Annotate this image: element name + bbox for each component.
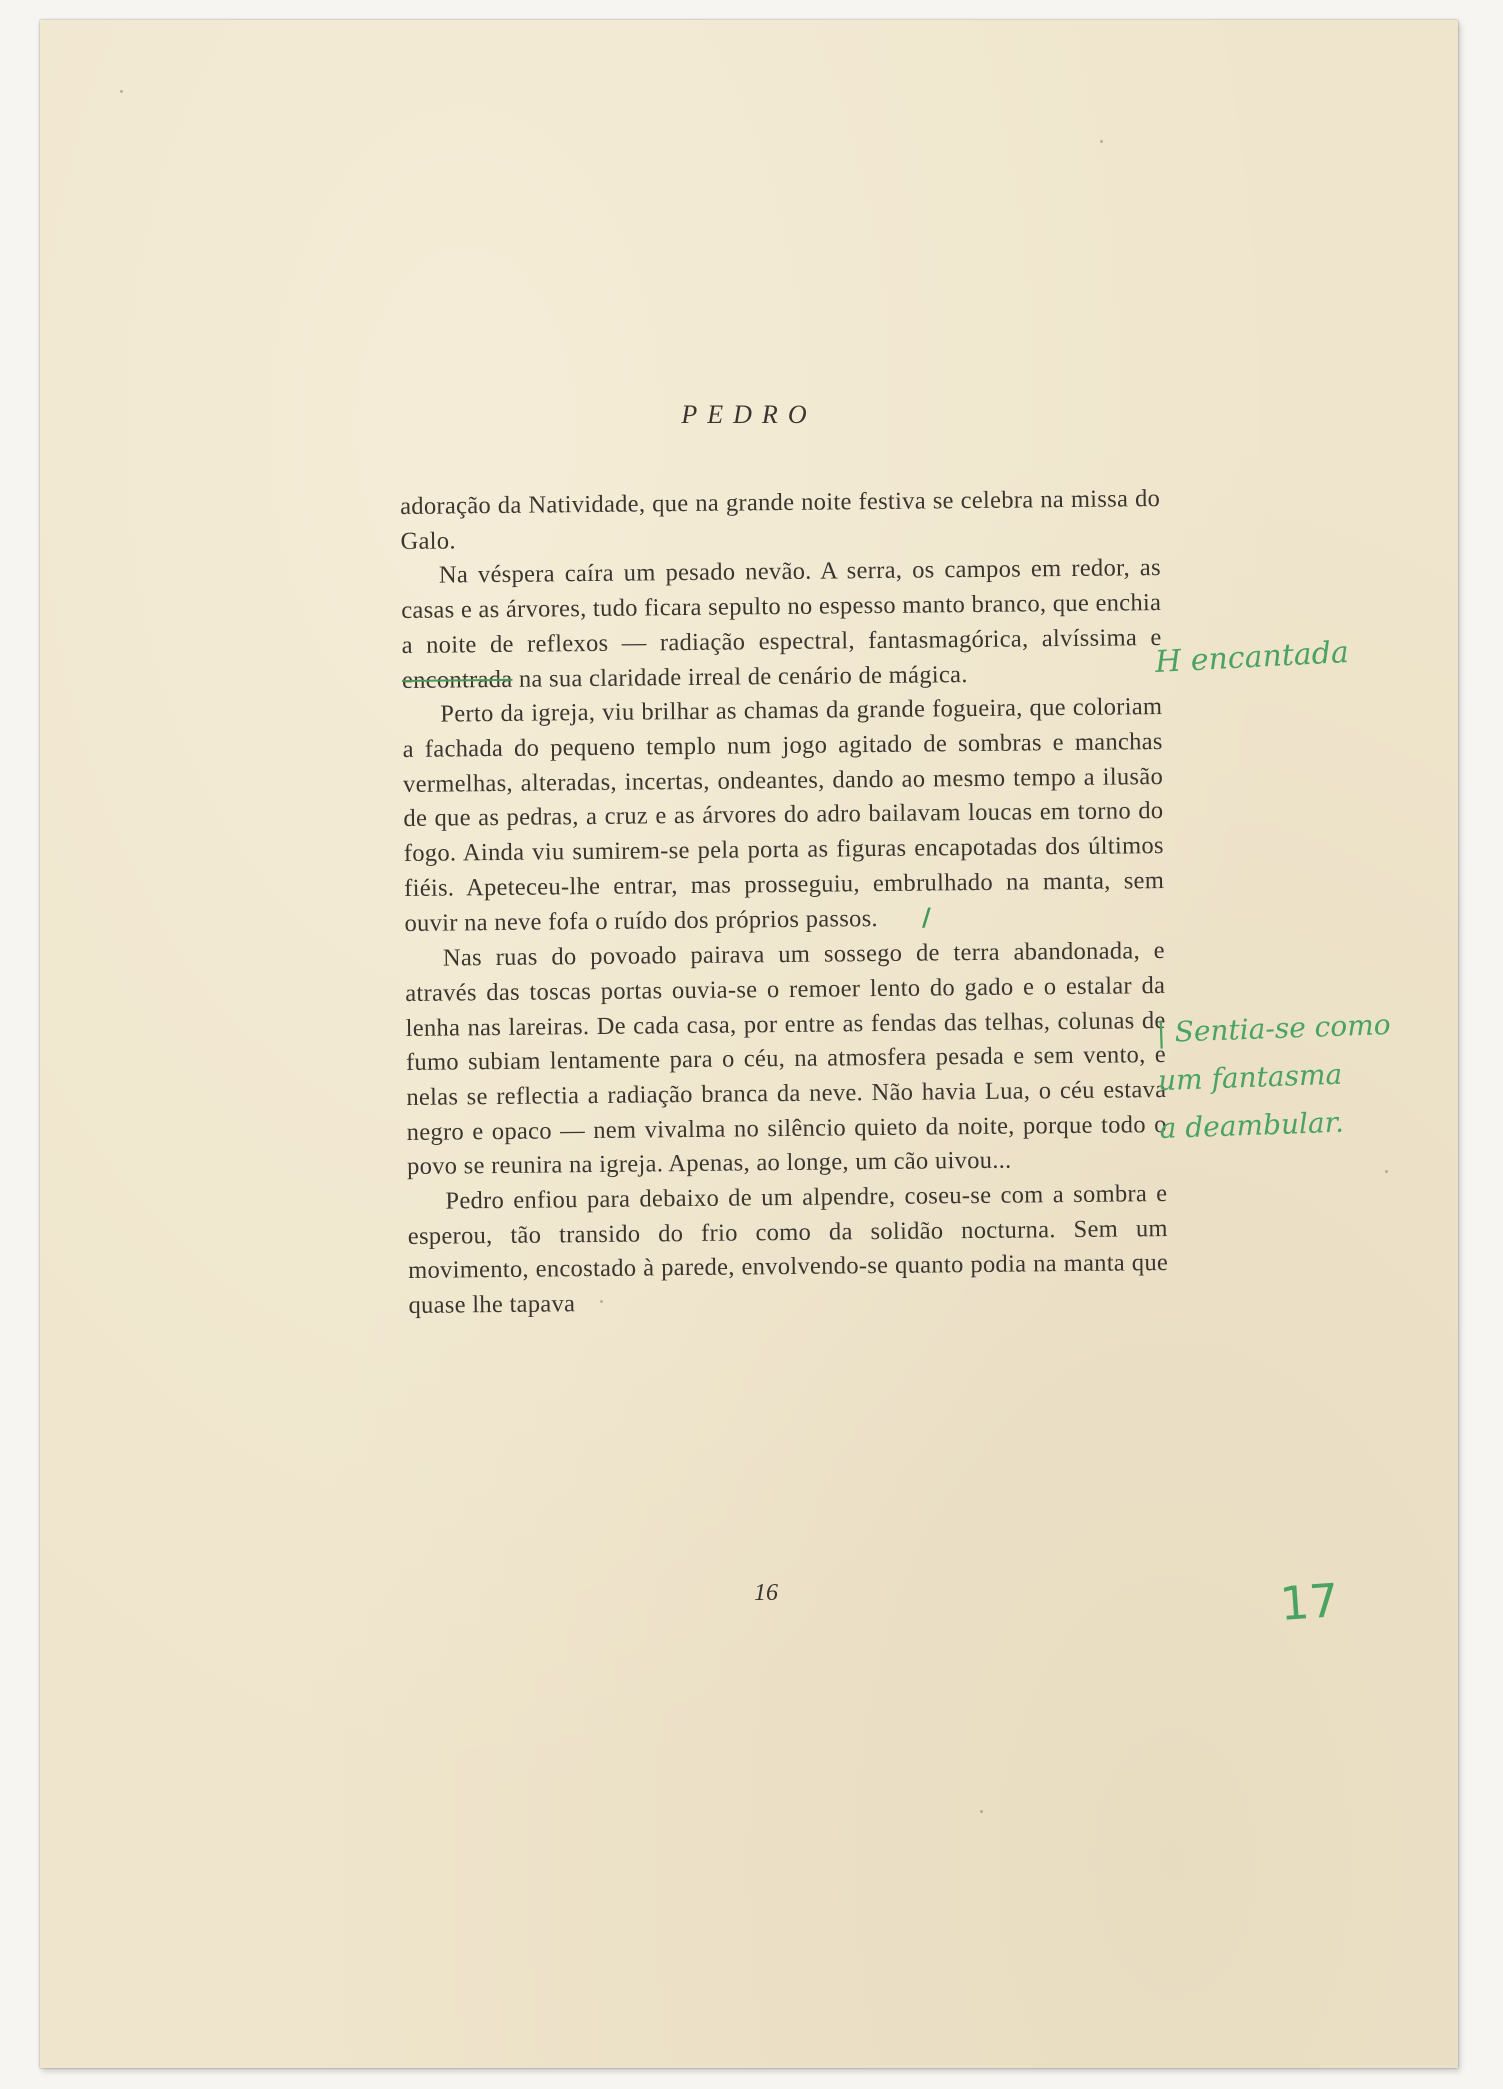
paragraph <box>400 482 1161 559</box>
paper-speck <box>1385 1170 1388 1173</box>
paragraph <box>407 1177 1168 1324</box>
paragraph-text: Perto da igreja, viu brilhar as chamas da grande fogueira, que coloriam a fachada do pequeno templo num jogo agitado de sombras e manchas vermelhas, alteradas, incertas, ondeantes, dando ao mesmo tempo a ilusão de que as pedras, a cruz e as árvores do adro bailavam loucas em torno do fogo. Ainda viu sumirem-se pela porta as figuras encapotadas dos últimos fiéis. Apeteceu-lhe entrar, mas prosseguiu, embrulhado na manta, sem ouvir na neve fofa o ruído dos próprios passos. <box>402 693 1165 938</box>
struck-word: encontrada <box>401 665 513 694</box>
paragraph <box>405 934 1168 1185</box>
paragraph-text: Nas ruas do povoado pairava um sossego de terra abandonada, e através das toscas portas ouvia-se o remoer lento do gado e o estalar da lenha nas lareiras. De cada casa, por entre as fendas das telhas, colunas de fumo subiam lentamente para o céu, na atmosfera pesada e sem vento, e nelas se reflectia a radiação branca da neve. Não havia Lua, o céu estava negro e opaco — nem vivalma no silêncio quieto da noite, porque todo o povo se reunira na igreja. Apenas, ao longe, um cão uivou... <box>405 937 1167 1181</box>
paragraph-text: Na véspera caíra um pesado nevão. A serra, os campos em redor, as casas e as árvores, tudo ficara sepulto no espesso manto branco, que enchia a noite de reflexos — radiação espectral, fantasmagórica, alvíssima e <box>401 554 1162 659</box>
margin-note-line: um fantasma <box>1157 1057 1343 1098</box>
paper-speck <box>120 90 123 93</box>
paragraph-text: Pedro enfiou para debaixo de um alpendre, coseu-se com a sombra e esperou, tão transido do frio como da solidão nocturna. Sem um movimento, encostado à parede, envolvendo-se quanto podia na manta que quase lhe tapava <box>407 1180 1169 1320</box>
paper-speck <box>1130 1020 1133 1023</box>
page-number-handwritten: 17 <box>1278 1573 1341 1631</box>
paper-speck <box>1100 140 1103 143</box>
paper-speck <box>600 1300 603 1303</box>
paragraph <box>401 551 1162 698</box>
body-text <box>400 482 1169 1324</box>
paragraph-text: na sua claridade irreal de cenário de mágica. <box>512 660 968 693</box>
margin-note-sentia <box>1156 1001 1395 1153</box>
margin-note-line: a deambular. <box>1159 1105 1345 1146</box>
paragraph-text: adoração da Natividade, que na grande noite festiva se celebra na missa do Galo. <box>400 485 1161 555</box>
margin-note-encantada: H encantada <box>1154 634 1350 681</box>
running-head: PEDRO <box>681 400 817 429</box>
page-number-printed: 16 <box>754 1580 778 1606</box>
manuscript-page <box>40 20 1458 2068</box>
margin-note-line: | Sentia-se como <box>1155 1007 1392 1050</box>
insertion-mark: / <box>921 902 932 932</box>
paragraph <box>402 690 1165 942</box>
paper-speck <box>980 1810 983 1813</box>
